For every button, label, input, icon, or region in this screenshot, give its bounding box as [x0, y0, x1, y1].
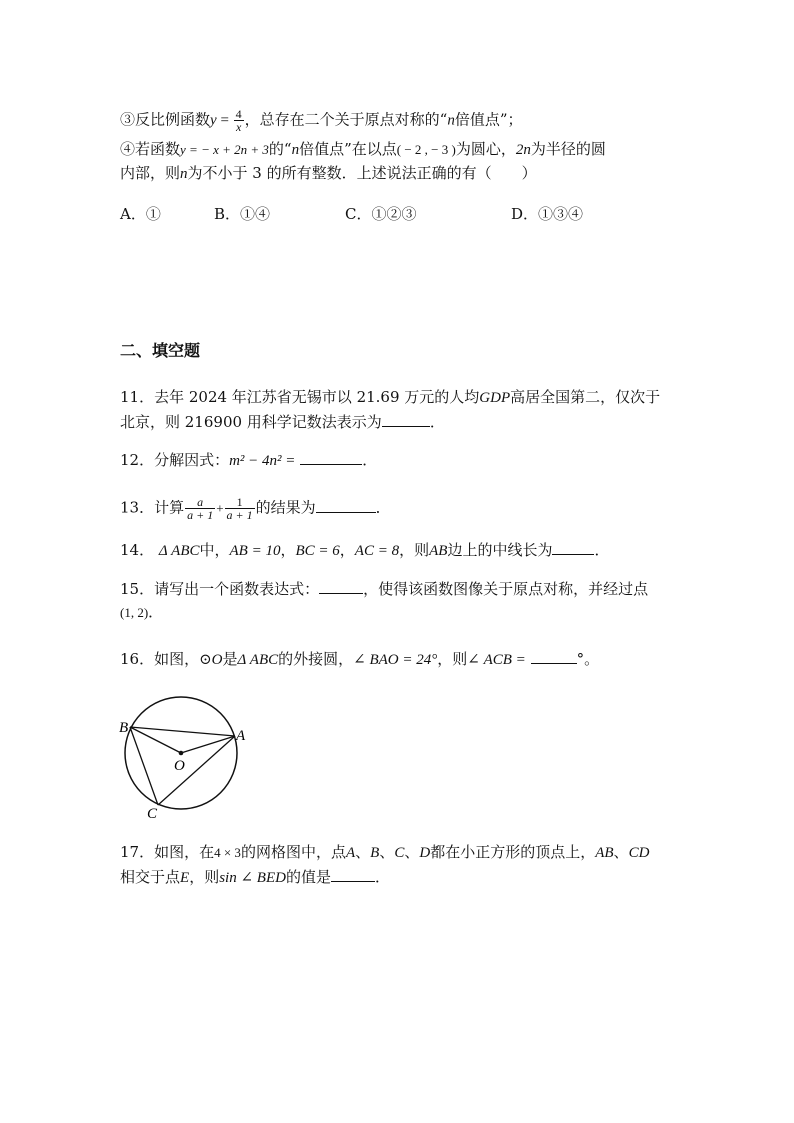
- answer-blank-17[interactable]: [331, 867, 375, 882]
- label-b: B: [119, 720, 129, 736]
- option-c[interactable]: C．①②③: [345, 205, 417, 223]
- question-17-continued: 相交于点E，则sin ∠ BED的值是 ．: [120, 868, 390, 886]
- fraction-1-over-a-plus-1: $\frac{1}{a + 1}$: [226, 495, 253, 522]
- label-o: O: [174, 758, 185, 774]
- option-b[interactable]: B．①④: [214, 205, 271, 223]
- answer-blank-11[interactable]: [382, 412, 430, 427]
- answer-blank-15[interactable]: [319, 579, 363, 594]
- segment-oa: [181, 736, 235, 753]
- question-15-continued: (1, 2)．: [120, 603, 164, 621]
- statement-4-continued: 内部，则n为不小于 3 的所有整数．上述说法正确的有（ ）: [120, 164, 537, 182]
- answer-blank-12[interactable]: [300, 450, 362, 465]
- question-14: 14． Δ ABC中，AB = 10，BC = 6，AC = 8，则AB边上的中线长为 ．: [120, 541, 610, 559]
- statement-4: ④若函数y = − x + 2n + 3的“n倍值点”在以点( − 2 , − 3 )为圆心，2n为半径的圆: [120, 140, 606, 158]
- question-15: 15．请写出一个函数表达式： ，使得该函数图像关于原点对称，并经过点: [120, 580, 649, 598]
- question-13: 13．计算 $\frac{a}{a + 1}$ + $\frac{1}{a + 1}$ 的结果为 ．: [120, 495, 391, 522]
- section-title: 二、填空题: [120, 341, 201, 360]
- center-point: [179, 751, 184, 756]
- question-11-continued: 北京，则 216900 用科学记数法表示为 ．: [120, 413, 445, 431]
- label-a: A: [236, 728, 246, 744]
- question-12: 12．分解因式：m² − 4n² = ．: [120, 451, 378, 469]
- question-16: 16．如图，⊙O是Δ ABC的外接圆，∠ BAO = 24°，则∠ ACB = °。: [120, 650, 600, 668]
- answer-blank-14[interactable]: [552, 540, 594, 555]
- label-c: C: [147, 806, 158, 820]
- question-17: 17．如图，在4 × 3的网格图中，点A、B、C、D都在小正方形的顶点上，AB、CD: [120, 843, 650, 861]
- answer-blank-16[interactable]: [531, 649, 577, 664]
- option-a[interactable]: A．①: [120, 205, 161, 223]
- question-11: 11．去年 2024 年江苏省无锡市以 21.69 万元的人均GDP高居全国第二，仅次于: [120, 388, 661, 406]
- fraction-4-over-x: $\frac{4}{x}$: [235, 107, 242, 134]
- statement-3: ③反比例函数y = $\frac{4}{x}$ ，总存在二个关于原点对称的“n倍值点”；: [120, 107, 523, 134]
- circle-triangle-figure: [115, 690, 255, 820]
- option-d[interactable]: D．①③④: [511, 205, 584, 223]
- fraction-a-over-a-plus-1: $\frac{a}{a + 1}$: [187, 495, 214, 522]
- side-ac: [158, 736, 235, 805]
- answer-blank-13[interactable]: [316, 498, 376, 513]
